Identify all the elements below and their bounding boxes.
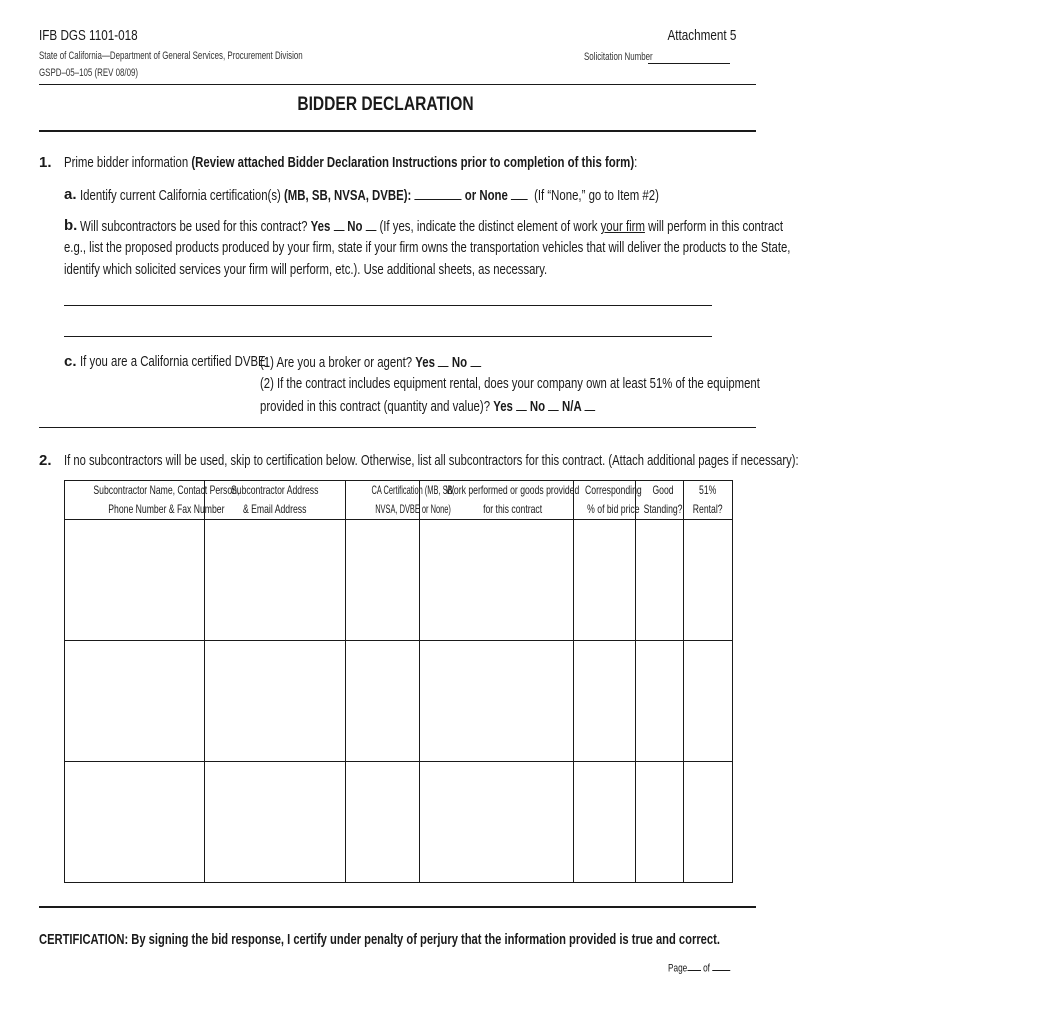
section-divider bbox=[39, 427, 756, 428]
table-cell[interactable] bbox=[636, 762, 684, 883]
solicitation-label: Solicitation Number bbox=[584, 51, 653, 63]
certification-statement: CERTIFICATION: By signing the bid response, I certify under penalty of perjury that the information provided is true and correct. bbox=[39, 931, 720, 948]
table-cell[interactable] bbox=[65, 762, 205, 883]
title-divider bbox=[39, 130, 756, 132]
page-number-field[interactable] bbox=[687, 961, 701, 971]
table-row bbox=[65, 762, 733, 883]
table-row bbox=[65, 520, 733, 641]
table-header-row bbox=[65, 481, 733, 520]
table-cell[interactable] bbox=[346, 762, 420, 883]
table-cell[interactable] bbox=[574, 762, 636, 883]
table-cell[interactable] bbox=[636, 520, 684, 641]
table-cell[interactable] bbox=[346, 641, 420, 762]
item-1b-line3: identify which solicited services your firm will perform, etc.). Use additional sheets, as necessary. bbox=[64, 261, 548, 278]
column-bid-percentage: Corresponding % of bid price bbox=[574, 481, 636, 520]
form-id: GSPD–05–105 (REV 08/09) bbox=[39, 67, 139, 79]
table-cell[interactable] bbox=[205, 641, 346, 762]
page-numbering bbox=[668, 961, 751, 974]
header-divider bbox=[39, 84, 756, 85]
item-1c-q2-cont: provided in this contract (quantity and value)? Yes No N/A bbox=[260, 397, 701, 415]
table-cell[interactable] bbox=[636, 641, 684, 762]
item-2-text: If no subcontractors will be used, skip to certification below. Otherwise, list all subcontractors for this contract. (Attach additional pages if necessary): bbox=[64, 452, 799, 469]
table-cell[interactable] bbox=[574, 520, 636, 641]
certification-divider bbox=[39, 906, 756, 908]
rental-no-field[interactable] bbox=[548, 397, 559, 411]
table-cell[interactable] bbox=[205, 762, 346, 883]
column-subcontractor-address: Subcontractor Address & Email Address bbox=[205, 481, 346, 520]
table-cell[interactable] bbox=[420, 641, 574, 762]
ifb-number: IFB DGS 1101-018 bbox=[39, 27, 138, 44]
subcontractor-table bbox=[64, 480, 733, 883]
rental-yes-field[interactable] bbox=[516, 397, 527, 411]
table-cell[interactable] bbox=[420, 520, 574, 641]
rental-na-field[interactable] bbox=[585, 397, 596, 411]
table-cell[interactable] bbox=[205, 520, 346, 641]
form-title: BIDDER DECLARATION bbox=[296, 94, 474, 115]
column-subcontractor-name: Subcontractor Name, Contact Person, Phone Number & Fax Number bbox=[65, 481, 205, 520]
page-total-field[interactable] bbox=[712, 961, 730, 971]
table-cell[interactable] bbox=[574, 641, 636, 762]
table-cell[interactable] bbox=[684, 762, 733, 883]
broker-yes-field[interactable] bbox=[438, 353, 449, 367]
item-1a-label: a. bbox=[64, 186, 77, 203]
certification-field[interactable] bbox=[414, 186, 461, 200]
solicitation-number-field[interactable] bbox=[648, 63, 730, 64]
table-cell[interactable] bbox=[420, 762, 574, 883]
page-label: Page bbox=[668, 962, 688, 975]
item-1b-label: b. bbox=[64, 217, 78, 234]
item-1b-line2: e.g., list the proposed products produced by your firm, state if your firm owns the transportation vehicles that will deliver the products to the State, bbox=[64, 239, 791, 256]
column-work-performed: Work performed or goods provided for this contract bbox=[420, 481, 574, 520]
work-description-line-1[interactable] bbox=[64, 305, 712, 306]
item-1a-text: Identify current California certification(s) (MB, SB, NVSA, DVBE): or None (If “None,” go to Item #2) bbox=[80, 186, 659, 204]
of-label: of bbox=[703, 962, 710, 975]
item-1-text: Prime bidder information (Review attached Bidder Declaration Instructions prior to completion of this form): bbox=[64, 154, 638, 171]
table-cell[interactable] bbox=[684, 520, 733, 641]
item-1c-q2: (2) If the contract includes equipment rental, does your company own at least 51% of the equipment bbox=[260, 375, 760, 392]
item-1c-text: If you are a California certified DVBE: bbox=[80, 353, 269, 370]
table-cell[interactable] bbox=[346, 520, 420, 641]
item-1c-label: c. bbox=[64, 353, 77, 370]
attachment-label: Attachment 5 bbox=[667, 27, 736, 44]
agency-name: State of California—Department of General Services, Procurement Division bbox=[39, 50, 303, 62]
table-cell[interactable] bbox=[65, 520, 205, 641]
table-cell[interactable] bbox=[65, 641, 205, 762]
item-1b-text: Will subcontractors be used for this contract? Yes No (If yes, indicate the distinct element of work your firm will perform in this contract bbox=[80, 217, 784, 235]
item-1c-q1: (1) Are you a broker or agent? Yes No bbox=[260, 353, 551, 371]
column-good-standing: Good Standing? bbox=[636, 481, 684, 520]
column-rental: 51% Rental? bbox=[684, 481, 733, 520]
item-1-number: 1. bbox=[39, 154, 52, 171]
subcontractors-no-field[interactable] bbox=[366, 217, 377, 231]
broker-no-field[interactable] bbox=[470, 353, 481, 367]
none-field[interactable] bbox=[511, 186, 528, 200]
item-2-number: 2. bbox=[39, 452, 52, 469]
column-ca-certification: CA Certification (MB, SB, NVSA, DVBE or None) bbox=[346, 481, 420, 520]
table-cell[interactable] bbox=[684, 641, 733, 762]
subcontractors-yes-field[interactable] bbox=[333, 217, 344, 231]
solicitation-number bbox=[584, 51, 679, 63]
work-description-line-2[interactable] bbox=[64, 336, 712, 337]
table-row bbox=[65, 641, 733, 762]
